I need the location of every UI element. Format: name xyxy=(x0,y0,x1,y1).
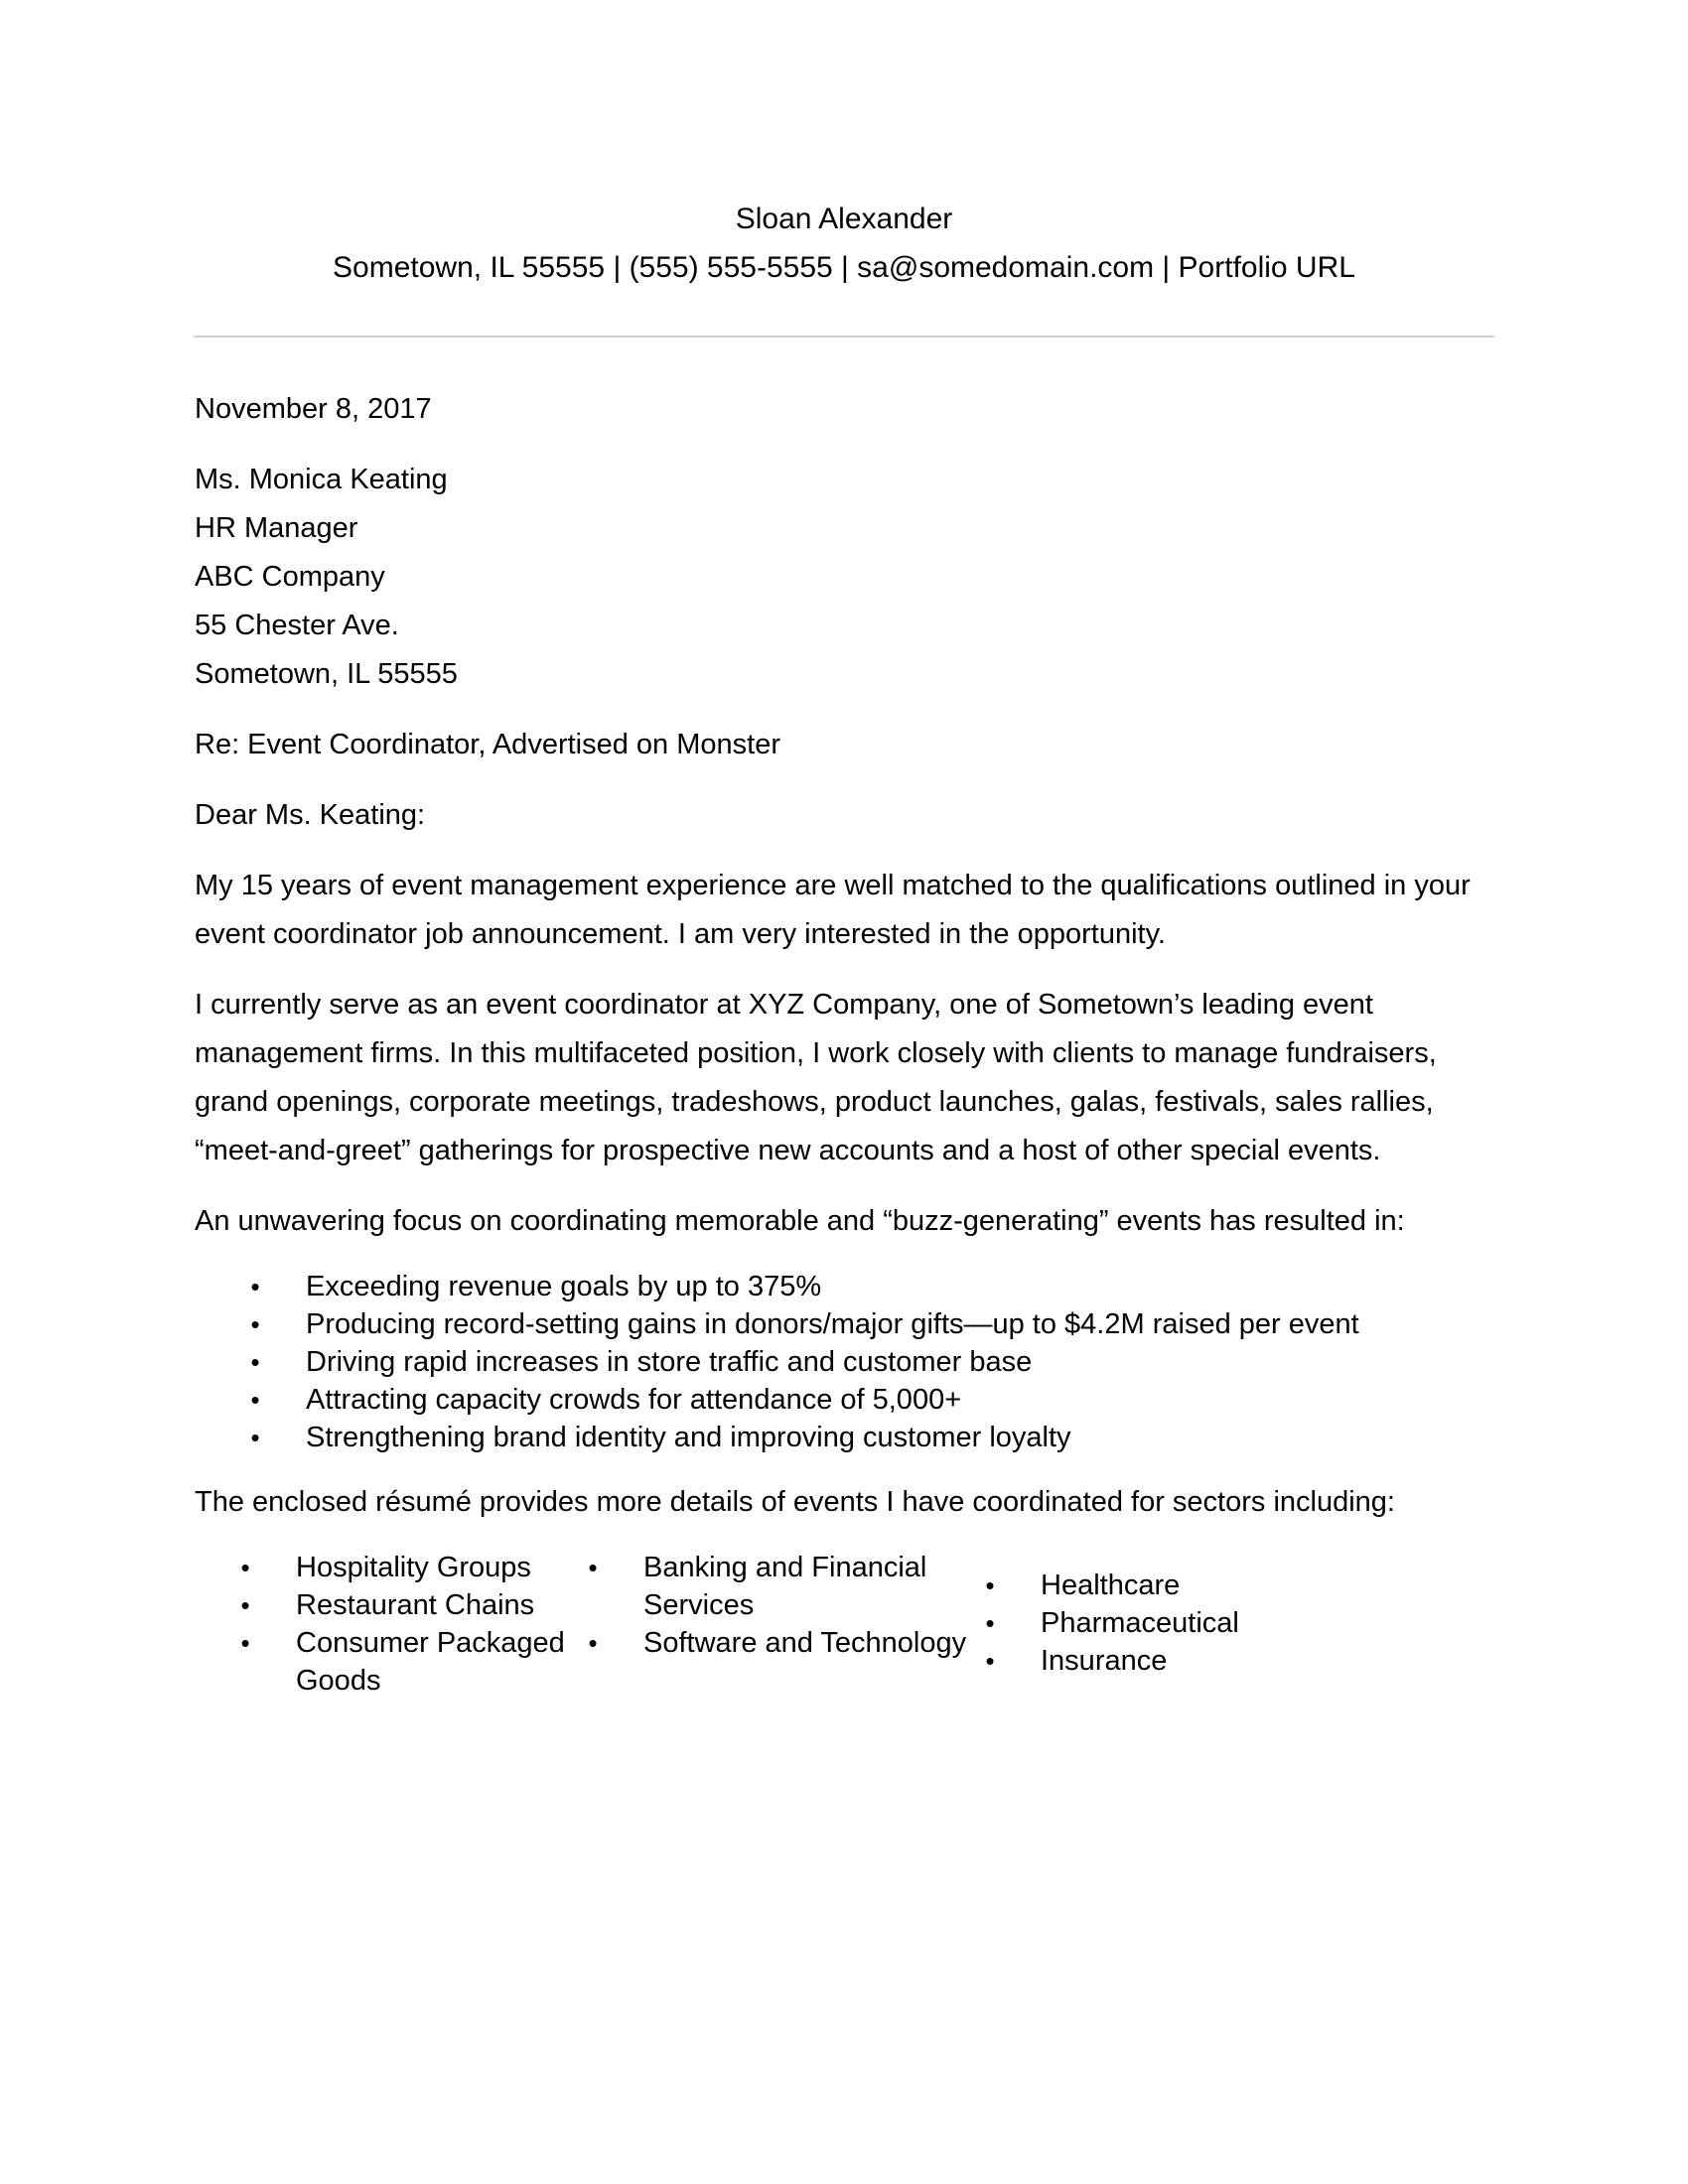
recipient-address-block xyxy=(195,456,1493,699)
paragraph-resume-lead-in: The enclosed résumé provides more details of events I have coordinated for sectors including: xyxy=(195,1486,1395,1518)
list-item xyxy=(240,1381,1493,1419)
list-item xyxy=(578,1624,975,1662)
list-item-label: Producing record-setting gains in donors/major gifts—up to $4.2M raised per event xyxy=(306,1308,1359,1340)
sector-list xyxy=(578,1549,975,1662)
list-item xyxy=(240,1268,1493,1305)
list-item-label: Insurance xyxy=(1041,1645,1168,1677)
list-item-label: Attracting capacity crowds for attendance of 5,000+ xyxy=(306,1384,962,1416)
paragraph-current-role: I currently serve as an event coordinator at XYZ Company, one of Sometown’s leading event management firms. In this multifaceted position, I work closely with clients to manage fundraisers, grand openings, corporate meetings, tradeshows, product launches, galas, festivals, sales rallies, “meet-and-greet” gatherings for prospective new accounts and a host of other special events. xyxy=(195,989,1437,1166)
bullet-icon: • xyxy=(240,1590,250,1620)
list-item xyxy=(230,1586,578,1624)
bullet-icon: • xyxy=(250,1272,260,1301)
spacer xyxy=(195,699,1493,721)
list-item xyxy=(240,1419,1493,1456)
list-item xyxy=(975,1604,1372,1642)
sector-column-3 xyxy=(975,1549,1372,1680)
bullet-icon: • xyxy=(250,1423,260,1452)
bullet-icon: • xyxy=(240,1628,250,1658)
list-item-label: Software and Technology xyxy=(643,1627,967,1659)
letterhead-divider xyxy=(194,336,1494,338)
list-item-label: Pharmaceutical xyxy=(1041,1607,1239,1639)
bullet-icon: • xyxy=(588,1628,598,1658)
applicant-contact-line: Sometown, IL 55555 | (555) 555-5555 | sa@somedomain.com | Portfolio URL xyxy=(333,251,1355,284)
spacer xyxy=(195,1456,1493,1478)
bullet-icon: • xyxy=(250,1347,260,1377)
bullet-icon: • xyxy=(985,1608,995,1638)
list-item-label: Driving rapid increases in store traffic and customer base xyxy=(306,1346,1033,1378)
list-item-label: Exceeding revenue goals by up to 375% xyxy=(306,1271,822,1302)
recipient-line: 55 Chester Ave. xyxy=(195,610,399,641)
list-item-label: Healthcare xyxy=(1041,1570,1181,1601)
list-item xyxy=(975,1567,1372,1604)
achievements-list xyxy=(195,1268,1493,1456)
bullet-icon: • xyxy=(985,1646,995,1676)
list-item-label: Consumer Packaged Goods xyxy=(296,1627,565,1697)
list-item-label: Banking and Financial Services xyxy=(643,1552,927,1621)
recipient-line: Ms. Monica Keating xyxy=(195,464,448,495)
letter-date: November 8, 2017 xyxy=(195,393,432,425)
list-item-label: Strengthening brand identity and improving customer loyalty xyxy=(306,1422,1071,1453)
list-item-label: Hospitality Groups xyxy=(296,1552,531,1583)
bullet-icon: • xyxy=(985,1570,995,1600)
recipient-line: HR Manager xyxy=(195,512,358,544)
paragraph-achievements-lead-in: An unwavering focus on coordinating memorable and “buzz-generating” events has resulted in: xyxy=(195,1205,1405,1237)
bullet-icon: • xyxy=(250,1309,260,1339)
salutation: Dear Ms. Keating: xyxy=(195,799,426,831)
list-item-label: Restaurant Chains xyxy=(296,1589,535,1621)
recipient-line: ABC Company xyxy=(195,561,385,593)
sector-list xyxy=(975,1567,1372,1680)
sector-column-1 xyxy=(230,1549,578,1700)
paragraph-intro: My 15 years of event management experience are well matched to the qualifications outlined in your event coordinator job announcement. I am very interested in the opportunity. xyxy=(195,870,1471,950)
sector-column-2 xyxy=(578,1549,975,1662)
letterhead xyxy=(0,0,1688,292)
list-item xyxy=(240,1305,1493,1343)
bullet-icon: • xyxy=(588,1553,598,1582)
list-item xyxy=(230,1549,578,1586)
recipient-line: Sometown, IL 55555 xyxy=(195,658,458,690)
sector-list xyxy=(230,1549,578,1700)
list-item xyxy=(578,1549,975,1624)
subject-line: Re: Event Coordinator, Advertised on Monster xyxy=(195,729,780,760)
list-item xyxy=(975,1642,1372,1680)
list-item xyxy=(230,1624,578,1700)
bullet-icon: • xyxy=(250,1385,260,1415)
applicant-name: Sloan Alexander xyxy=(735,203,953,235)
bullet-icon: • xyxy=(240,1553,250,1582)
sector-columns xyxy=(195,1549,1493,1700)
list-item xyxy=(240,1343,1493,1381)
letter-body xyxy=(0,385,1688,1700)
